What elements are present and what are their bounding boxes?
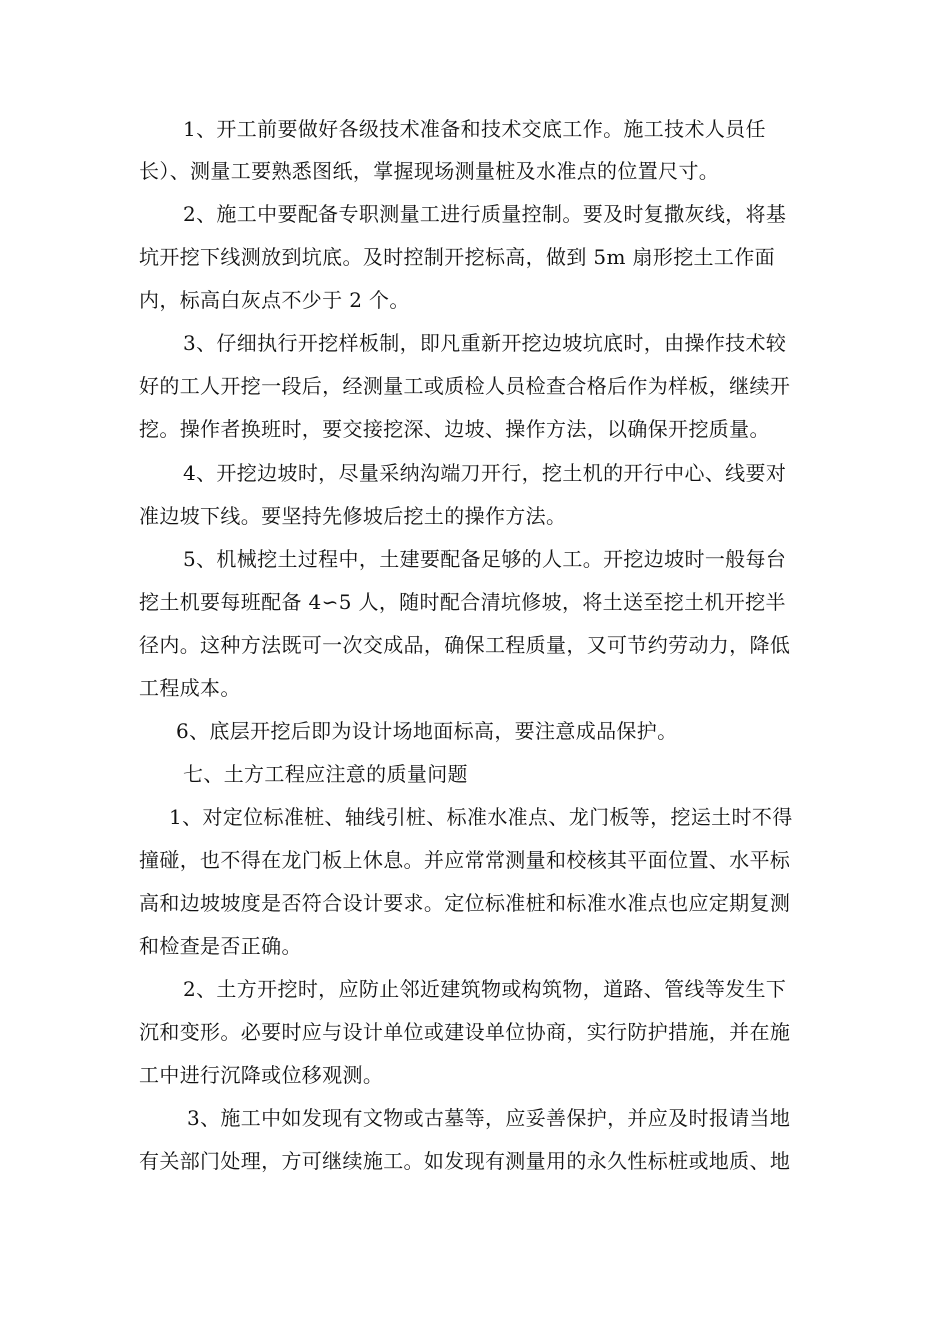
paragraph-9-line-2: 沉和变形。必要时应与设计单位或建设单位协商，实行防护措施，并在施 (139, 1020, 791, 1044)
paragraph-9-line-3: 工中进行沉降或位移观测。 (139, 1063, 384, 1087)
paragraph-5-line-3: 径内。这种方法既可一次交成品，确保工程质量，又可节约劳动力，降低 (139, 633, 791, 657)
paragraph-9-line-1: 2、土方开挖时，应防止邻近建筑物或构筑物，道路、管线等发生下 (183, 977, 787, 1001)
paragraph-2-line-2: 坑开挖下线测放到坑底。及时控制开挖标高，做到 5m 扇形挖土工作面 (139, 245, 775, 269)
paragraph-10-line-1: 3、施工中如发现有文物或古墓等，应妥善保护，并应及时报请当地 (187, 1106, 791, 1130)
paragraph-8-line-4: 和检查是否正确。 (139, 934, 302, 958)
paragraph-5-line-4: 工程成本。 (139, 676, 241, 700)
paragraph-5-line-1: 5、机械挖土过程中，土建要配备足够的人工。开挖边坡时一般每台 (183, 547, 787, 571)
section-heading: 七、土方工程应注意的质量问题 (183, 762, 468, 786)
paragraph-4-line-2: 准边坡下线。要坚持先修坡后挖土的操作方法。 (139, 504, 567, 528)
paragraph-8-line-2: 撞碰，也不得在龙门板上休息。并应常常测量和校核其平面位置、水平标 (139, 848, 791, 872)
paragraph-5-line-2: 挖土机要每班配备 4∽5 人，随时配合清坑修坡，将土送至挖土机开挖半 (139, 590, 786, 614)
paragraph-2-line-3: 内，标高白灰点不少于 2 个。 (139, 288, 410, 312)
paragraph-6-line-1: 6、底层开挖后即为设计场地面标高，要注意成品保护。 (176, 719, 678, 743)
paragraph-1-line-1: 1、开工前要做好各级技术准备和技术交底工作。施工技术人员任 (183, 117, 766, 141)
paragraph-10-line-2: 有关部门处理，方可继续施工。如发现有测量用的永久性标桩或地质、地 (139, 1149, 791, 1173)
paragraph-1-line-2: 长）、测量工要熟悉图纸，掌握现场测量桩及水准点的位置尺寸。 (139, 159, 720, 183)
paragraph-2-line-1: 2、施工中要配备专职测量工进行质量控制。要及时复撒灰线，将基 (183, 202, 787, 226)
paragraph-4-line-1: 4、开挖边坡时，尽量采纳沟端刀开行，挖土机的开行中心、线要对 (183, 461, 787, 485)
paragraph-8-line-3: 高和边坡坡度是否符合设计要求。定位标准桩和标准水准点也应定期复测 (139, 891, 791, 915)
paragraph-8-line-1: 1、对定位标准桩、轴线引桩、标准水准点、龙门板等，挖运土时不得 (169, 805, 793, 829)
paragraph-3-line-1: 3、仔细执行开挖样板制，即凡重新开挖边坡坑底时，由操作技术较 (183, 331, 787, 355)
paragraph-3-line-3: 挖。操作者换班时，要交接挖深、边坡、操作方法，以确保开挖质量。 (139, 417, 770, 441)
paragraph-3-line-2: 好的工人开挖一段后，经测量工或质检人员检查合格后作为样板，继续开 (139, 374, 791, 398)
